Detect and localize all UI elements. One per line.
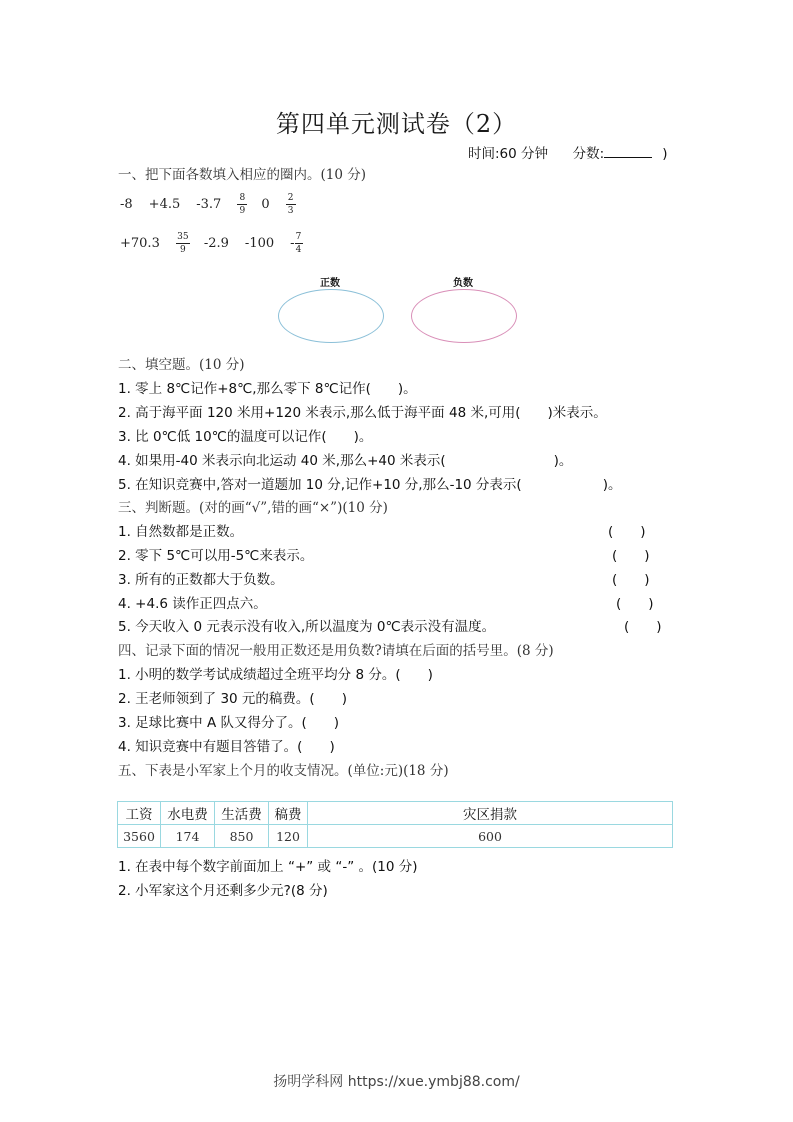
section1-heading: 一、把下面各数填入相应的圈内。(10 分)	[118, 167, 367, 183]
fraction	[176, 232, 190, 255]
number: -2.9	[203, 236, 229, 251]
score-blank[interactable]	[604, 145, 652, 158]
income-expense-table	[117, 801, 673, 848]
section2-heading: 二、填空题。(10 分)	[118, 357, 245, 373]
judge-answer-1[interactable]: ( )	[608, 524, 646, 540]
exam-meta	[468, 142, 667, 162]
section3-heading: 三、判断题。(对的画“√”,错的画“×”)(10 分)	[118, 500, 388, 516]
judge-item-3: 3. 所有的正数都大于负数。	[118, 572, 284, 588]
negative-fraction	[290, 232, 302, 255]
minus-sign: -	[290, 235, 295, 251]
judge-item-1: 1. 自然数都是正数。	[118, 524, 244, 540]
table-cell[interactable]: 174	[161, 825, 215, 848]
numerator: 35	[177, 232, 189, 242]
numbers-row-1	[120, 193, 310, 216]
page-title: 第四单元测试卷（2）	[275, 110, 518, 138]
number: -8	[120, 197, 133, 212]
denominator: 4	[295, 245, 302, 255]
fill-item-2: 2. 高于海平面 120 米用+120 米表示,那么低于海平面 48 米,可用( )米表示。	[118, 405, 607, 421]
sign-item-1: 1. 小明的数学考试成绩超过全班平均分 8 分。( )	[118, 667, 433, 683]
negative-label: 负数	[453, 278, 473, 289]
fill-item-5: 5. 在知识竞赛中,答对一道题加 10 分,记作+10 分,那么-10 分表示( )。	[118, 477, 622, 493]
table-header-cell: 工资	[118, 802, 161, 825]
table-header-cell: 水电费	[161, 802, 215, 825]
fraction	[286, 193, 296, 216]
numerator: 7	[295, 232, 302, 242]
table-header-cell: 生活费	[215, 802, 269, 825]
denominator: 9	[239, 206, 246, 216]
positive-circle[interactable]	[278, 289, 384, 343]
table-header-cell: 灾区捐款	[308, 802, 673, 825]
table-question-1: 1. 在表中每个数字前面加上 “+” 或 “-” 。(10 分)	[118, 859, 418, 875]
table-cell[interactable]: 850	[215, 825, 269, 848]
score-close: )	[662, 146, 668, 162]
sign-item-4: 4. 知识竞赛中有题目答错了。( )	[118, 739, 335, 755]
judge-item-5: 5. 今天收入 0 元表示没有收入,所以温度为 0℃表示没有温度。	[118, 619, 496, 635]
table-cell[interactable]: 600	[308, 825, 673, 848]
number: +70.3	[120, 236, 160, 251]
section4-heading: 四、记录下面的情况一般用正数还是用负数?请填在后面的括号里。(8 分)	[118, 643, 554, 659]
denominator: 9	[179, 245, 186, 255]
fraction	[237, 193, 247, 216]
judge-answer-4[interactable]: ( )	[616, 596, 654, 612]
score-label: 分数:	[572, 146, 605, 162]
watermark: 扬明学科网 https://xue.ymbj88.com/	[273, 1074, 520, 1090]
numerator: 2	[287, 193, 294, 203]
time-label: 时间:60 分钟	[468, 146, 549, 162]
judge-answer-2[interactable]: ( )	[612, 548, 650, 564]
number: -100	[244, 236, 275, 251]
number: -3.7	[196, 197, 222, 212]
table-cell[interactable]: 3560	[118, 825, 161, 848]
fill-item-3: 3. 比 0℃低 10℃的温度可以记作( )。	[118, 429, 373, 445]
judge-item-2: 2. 零下 5℃可以用-5℃来表示。	[118, 548, 314, 564]
judge-answer-3[interactable]: ( )	[612, 572, 650, 588]
table-header-row	[118, 802, 673, 825]
table-row	[118, 825, 673, 848]
judge-answer-5[interactable]: ( )	[624, 619, 662, 635]
sign-item-3: 3. 足球比赛中 A 队又得分了。( )	[118, 715, 340, 731]
denominator: 3	[287, 206, 294, 216]
negative-circle[interactable]	[411, 289, 517, 343]
section5-heading: 五、下表是小军家上个月的收支情况。(单位:元)(18 分)	[118, 763, 449, 779]
table-header-cell: 稿费	[269, 802, 308, 825]
number: 0	[261, 197, 270, 212]
positive-label: 正数	[320, 278, 340, 289]
numbers-row-2	[120, 232, 317, 255]
fill-item-4: 4. 如果用-40 米表示向北运动 40 米,那么+40 米表示( )。	[118, 453, 573, 469]
number: +4.5	[148, 197, 181, 212]
judge-item-4: 4. +4.6 读作正四点六。	[118, 596, 267, 612]
numerator: 8	[239, 193, 246, 203]
table-cell[interactable]: 120	[269, 825, 308, 848]
fill-item-1: 1. 零上 8℃记作+8℃,那么零下 8℃记作( )。	[118, 381, 417, 397]
table-question-2: 2. 小军家这个月还剩多少元?(8 分)	[118, 883, 328, 899]
sign-item-2: 2. 王老师领到了 30 元的稿费。( )	[118, 691, 347, 707]
